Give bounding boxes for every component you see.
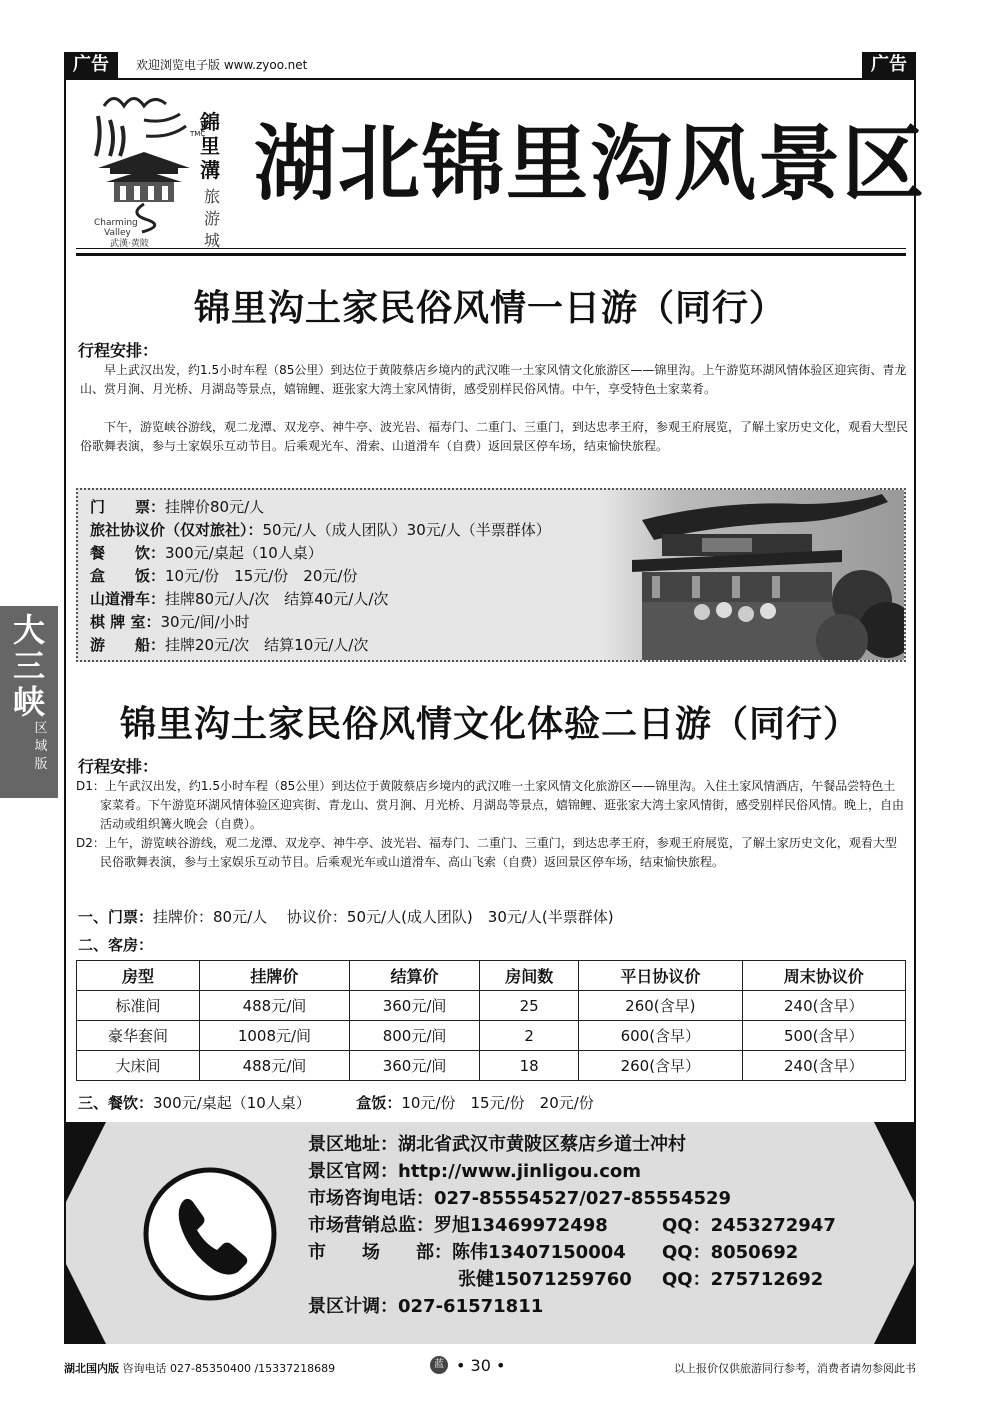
side-tab [0, 606, 58, 798]
table-cell: 240(含早） [742, 991, 905, 1021]
price-row: 棋 牌 室：30元/间/小时 [90, 613, 250, 631]
top-bar [64, 50, 916, 78]
column-header: 结算价 [349, 961, 479, 991]
contact-address: 景区地址：湖北省武汉市黄陂区蔡店乡道士冲村 [308, 1134, 686, 1155]
tour1-price-box [76, 488, 906, 662]
table-cell: 豪华套间 [77, 1021, 200, 1051]
header-rule [76, 248, 906, 256]
contact-phone: 市场咨询电话：027-85554527/027-85554529 [308, 1188, 732, 1209]
table-cell: 488元/间 [200, 1051, 350, 1081]
tour2-ticket-line: 一、门票：挂牌价：80元/人 协议价：50元/人(成人团队) 30元/人(半票群体) [78, 908, 614, 926]
tour2-day-1: D1：上午武汉出发，约1.5小时车程（85公里）到达位于黄陂蔡店乡境内的武汉唯一土家风情文化旅游区——锦里沟。入住土家风情酒店，午餐品尝特色土家菜肴。下午游览环湖风情体验区迎宾街、青龙山、赏月涧、月光桥、月湖岛等景点，嬉锦鲤、逛张家大湾土家风情街，感受别样民俗风情。晚上，自由活动或组织篝火晚会（自费）。 [76, 779, 905, 831]
table-cell: 360元/间 [349, 991, 479, 1021]
table-cell: 18 [480, 1051, 579, 1081]
column-header: 房间数 [480, 961, 579, 991]
contact-website[interactable]: 景区官网：http://www.jinligou.com [308, 1161, 642, 1182]
footer-left [64, 1360, 335, 1376]
table-cell: 1008元/间 [200, 1021, 350, 1051]
price-row: 门 票：挂牌价80元/人 [90, 498, 265, 516]
table-cell: 标准间 [77, 991, 200, 1021]
tour2-title: 锦里沟土家民俗风情文化体验二日游（同行） [119, 704, 860, 745]
table-row [77, 991, 906, 1021]
room-table [76, 960, 906, 1081]
table-cell: 360元/间 [349, 1051, 479, 1081]
logo-sub-cn: 旅游城 [204, 187, 221, 250]
ad-tag-right: 广告 [862, 52, 916, 78]
price-row: 旅社协议价（仅对旅社）：50元/人（成人团队）30元/人（半票群体） [90, 521, 551, 539]
column-header: 周末协议价 [742, 961, 905, 991]
ad-frame [64, 78, 927, 1344]
side-tab-big: 大三峡 [12, 611, 45, 721]
logo-name-en-1: Charming [94, 218, 138, 228]
logo-name-en-2: Valley [104, 228, 131, 238]
table-cell: 2 [480, 1021, 579, 1051]
table-cell: 大床间 [77, 1051, 200, 1081]
pavilion-photo [602, 490, 904, 660]
tour1-paragraph-2: 下午，游览峡谷游线，观二龙潭、双龙亭、神牛亭、波光岩、福寿门、二重门、三重门，到达忠孝王府，参观王府展览，了解土家历史文化，观看大型民俗歌舞表演，参与土家娱乐互动节目。后乘观光车、滑索、山道滑车（自费）返回景区停车场，结束愉快旅程。 [80, 420, 909, 453]
top-note: 欢迎浏览电子版 www.zyoo.net [136, 58, 308, 72]
price-row: 山道滑车：挂牌80元/人/次 结算40元/人/次 [90, 590, 389, 608]
table-cell: 25 [480, 991, 579, 1021]
ad-tag-left: 广告 [64, 52, 118, 78]
tour1-title: 锦里沟土家民俗风情一日游（同行） [193, 288, 786, 329]
table-cell: 500(含早） [742, 1021, 905, 1051]
price-row: 游 船：挂牌20元/次 结算10元/人/次 [90, 636, 369, 654]
side-tab-small: 区域版 [34, 721, 48, 772]
footer [64, 1356, 916, 1380]
contact-director-qq: QQ：2453272947 [662, 1215, 836, 1236]
column-header: 平日协议价 [579, 961, 742, 991]
table-cell: 260(含早） [579, 1051, 742, 1081]
price-row: 餐 饮：300元/桌起（10人桌） [90, 544, 323, 562]
contact-dept2: 张健15071259760 [458, 1269, 632, 1290]
contact-panel [66, 1122, 914, 1344]
tour2-room-label: 二、客房： [78, 936, 154, 954]
table-cell: 800元/间 [349, 1021, 479, 1051]
footer-disclaimer: 以上报价仅供旅游同行参考，消费者请勿参阅此书 [674, 1362, 916, 1375]
table-cell: 488元/间 [200, 991, 350, 1021]
column-header: 房型 [77, 961, 200, 991]
header [78, 80, 927, 250]
page-title: 湖北锦里沟风景区 [254, 116, 927, 212]
phone-icon [142, 1166, 278, 1302]
tour2-day-2: D2：上午，游览峡谷游线，观二龙潭、双龙亭、神牛亭、波光岩、福寿门、二重门、三重门，到达忠孝王府，参观王府展览，了解土家历史文化，观看大型民俗歌舞表演，参与土家娱乐互动节目。后乘观光车或山道滑车、高山飞索（自费）返回景区停车场，结束愉快旅程。 [76, 836, 897, 869]
table-cell: 600(含早） [579, 1021, 742, 1051]
table-cell: 240(含早） [742, 1051, 905, 1081]
tour1-schedule-label: 行程安排： [78, 341, 159, 360]
table-header-row [77, 961, 906, 991]
tour1-paragraph-1: 早上武汉出发，约1.5小时车程（85公里）到达位于黄陂蔡店乡境内的武汉唯一土家风情文化旅游区——锦里沟。上午游览环湖风情体验区迎宾街、青龙山、赏月涧、月光桥、月湖岛等景点，嬉锦鲤、逛张家大湾土家风情街，感受别样民俗风情。中午，享受特色土家菜肴。 [80, 363, 907, 396]
logo-name-en [94, 218, 138, 238]
logo [84, 86, 234, 250]
tour2-schedule-label: 行程安排： [78, 757, 159, 776]
table-row [77, 1021, 906, 1051]
table-cell: 260(含早) [579, 991, 742, 1021]
table-row [77, 1051, 906, 1081]
contact-dispatch: 景区计调：027-61571811 [308, 1296, 544, 1317]
contact-dept2-qq: QQ：275712692 [662, 1269, 824, 1290]
page-number: • 30 • [456, 1356, 506, 1375]
logo-location: 武漢·黄陂 [110, 239, 149, 249]
logo-name-cn: 錦里溝 [200, 110, 220, 182]
footer-phone: 咨询电话 027-85350400 /15337218689 [122, 1362, 336, 1375]
footer-edition: 湖北国内版 [64, 1362, 119, 1375]
contact-director: 市场营销总监：罗旭13469972498 [308, 1215, 608, 1236]
column-header: 挂牌价 [200, 961, 350, 991]
price-row: 盒 饭：10元/份 15元/份 20元/份 [90, 567, 358, 585]
contact-dept-qq: QQ：8050692 [662, 1242, 799, 1263]
logo-pavilion-icon [84, 86, 204, 236]
contact-dept: 市 场 部：陈伟13407150004 [308, 1242, 626, 1263]
logo-tmc: TMC [190, 130, 206, 138]
page-badge: 蓝 [430, 1356, 448, 1374]
tour2-meal-line: 三、餐饮：300元/桌起（10人桌） 盒饭：10元/份 15元/份 20元/份 [78, 1094, 594, 1112]
